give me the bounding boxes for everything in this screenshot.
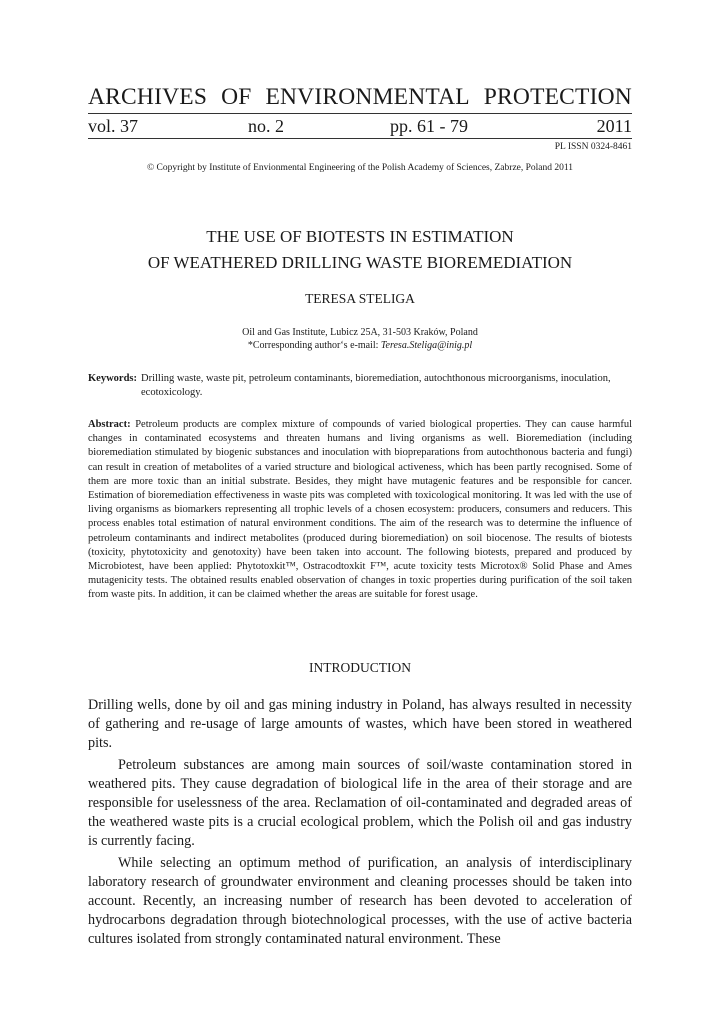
year: 2011 [596,116,632,136]
header-rule-bottom [88,138,632,139]
keywords-text: Drilling waste, waste pit, petroleum contaminants, bioremediation, autochthonous microorganisms, inoculation, ecotoxicology. [141,373,611,398]
issue-number: no. 2 [248,116,284,136]
journal-word-protection: PROTECTION [483,84,632,110]
title-line-2: OF WEATHERED DRILLING WASTE BIOREMEDIATION [147,253,573,272]
issue-info [88,114,632,138]
journal-word-archives: ARCHIVES [88,84,208,110]
affiliation-block [88,326,632,352]
volume: vol. 37 [88,116,139,136]
author-name: TERESA STELIGA [305,291,415,306]
corresponding-author [88,339,632,352]
issn: PL ISSN 0324-8461 [554,142,632,152]
journal-word-of: OF [221,84,252,110]
abstract-label: Abstract: [88,419,131,430]
title-line-1: THE USE OF BIOTESTS IN ESTIMATION [206,227,514,246]
paragraph-3: While selecting an optimum method of purification, an analysis of interdisciplinary laboratory research of groundwater environment and cleaning processes should be taken into account. Recently, an increasing number of research has been devoted to acceleration of hydrocarbons degradation through biotechnological processes, with the use of active bacteria cultures isolated from strongly contaminated natural environment. These [88,855,632,947]
author-email-link[interactable]: Teresa.Steliga@inig.pl [380,340,473,351]
section-heading-introduction: INTRODUCTION [309,660,411,675]
paragraph-1: Drilling wells, done by oil and gas mining industry in Poland, has always resulted in necessity of gathering and re-usage of large amounts of wastes, which have been stored in weathered pits. [88,697,632,751]
corresponding-label: *Corresponding author‘s e-mail: [247,340,381,351]
keywords-label: Keywords: [88,373,137,384]
introduction-body [88,696,632,948]
abstract [88,418,632,603]
keywords [88,372,632,400]
page-range: pp. 61 - 79 [390,116,468,136]
journal-word-environmental: ENVIRONMENTAL [265,84,470,110]
affiliation: Oil and Gas Institute, Lubicz 25A, 31-503 Kraków, Poland [242,327,478,338]
journal-title [88,82,632,112]
article-title [88,224,632,276]
abstract-text: Petroleum products are complex mixture of compounds of varied biological properties. They can cause harmful changes in contaminated ecosystems and threaten humans and living organisms as well. Bioremediation (including bioremediation stimulated by biogenic substances and inoculation with biopreparations from autochthonous bacteria and fungi) can result in creation of metabolites of a varied structure and biological activeness, which has been partly recognised. Some of them are more toxic than an initial substrate. Besides, they might have mutagenic features and be responsible for cancer. Estimation of bioremediation effectiveness in waste pits was completed with toxicological monitoring. It was led with the use of living organisms as biomarkers representing all trophic levels of a chosen ecosystem: producers, consumers and reducers. This process enables total estimation of natural environment conditions. The aim of the research was to determine the influence of petroleum contaminants and indirect metabolites (produced during bioremediation) on soil biocenose. The results of biotests (toxicity, phytotoxicity and genotoxity) have been taken into account. The following biotests, prepared and produced by Microbiotest, have been applied: Phytotoxkit™, Ostracodtoxkit F™, acute toxicity tests Microtox® Solid Phase and Ames mutagenicity tests. The obtained results enabled observation of changes in toxic properties during purification of the soil taken from waste pits. In addition, it can be claimed whether the areas are suitable for forest usage. [88,419,633,601]
paragraph-2: Petroleum substances are among main sources of soil/waste contamination stored in weathered pits. They cause degradation of biological life in the area of their storage and are responsible for uselessness of the area. Reclamation of oil-contaminated and degraded areas of the weathered waste pits is a crucial ecological problem, which the Polish oil and gas industry is currently facing. [88,757,632,849]
copyright-notice: © Copyright by Institute of Envionmental Engineering of the Polish Academy of Sciences, Zabrze, Poland 2011 [146,163,574,173]
